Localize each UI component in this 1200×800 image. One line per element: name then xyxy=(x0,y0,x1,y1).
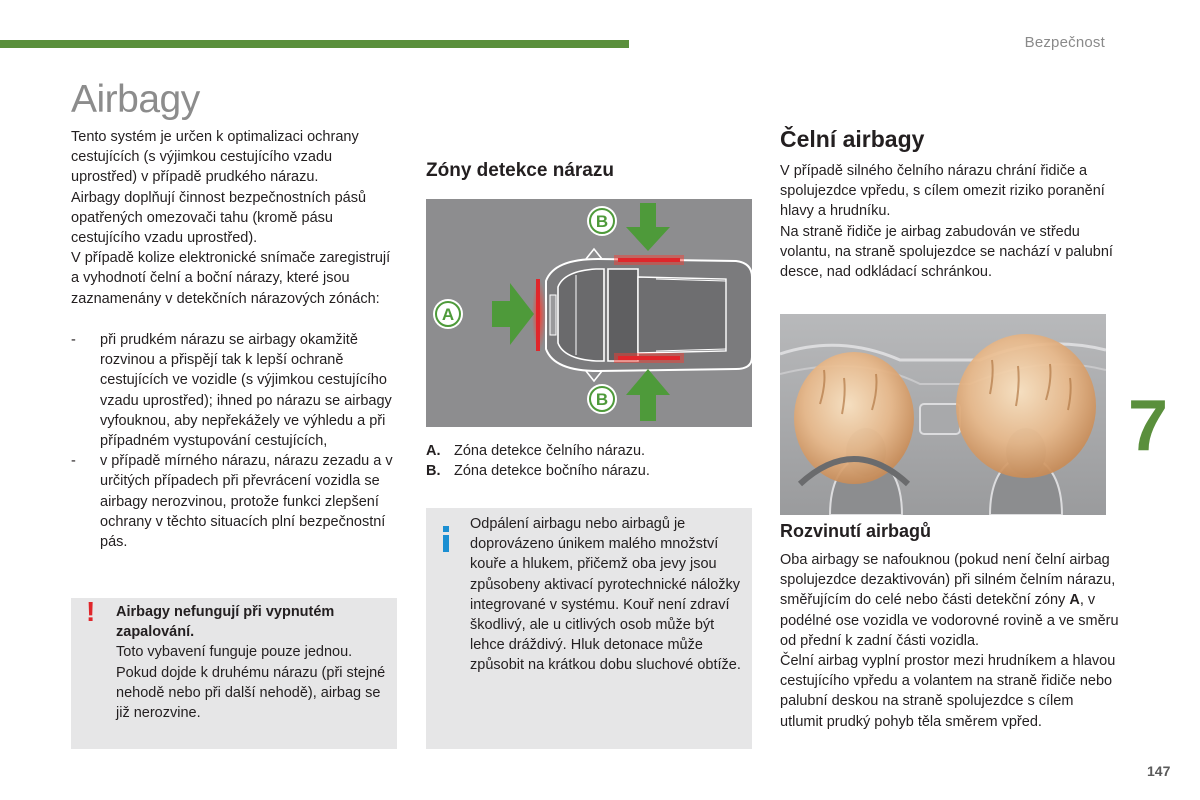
warning-icon: ! xyxy=(86,596,96,627)
legend-text: Zóna detekce bočního nárazu. xyxy=(454,463,650,480)
svg-text:B: B xyxy=(595,212,609,231)
front-airbags-paragraph: Na straně řidiče je airbag zabudován ve středu volantu, na straně spolujezdce se nachází v palubní desce, nad odkládací schránkou. xyxy=(780,223,1113,281)
detection-bullet-list xyxy=(71,330,401,552)
deployment-paragraph: Oba airbagy se nafouknou (pokud není čelní airbag spolujezdce dezaktivován) při silném čelním nárazu, směřujícím do celé nebo části detekční zóny A, v podélné ose vozidla ve vodorovné rovině a ve směru od přední k zadní části vozidla. xyxy=(780,552,1119,649)
front-airbags-paragraph: V případě silného čelního nárazu chrání řidiče a spolujezdce vpředu, s cílem omezit riziko poranění hlavy a hrudníku. xyxy=(780,163,1105,220)
front-airbags-heading: Čelní airbagy xyxy=(780,126,925,152)
header-accent-bar xyxy=(0,40,629,48)
bullet-text: při prudkém nárazu se airbagy okamžitě rozvinou a přispějí tak k lepší ochraně cestujících ve vozidle (s výjimkou cestujícího vzadu uprostřed); ihned po nárazu se airbagy vyfouknou, aby nepřekážely ve výhledu a při případném vystupování cestujících, xyxy=(100,332,392,450)
warning-body: Toto vybavení funguje pouze jednou. Pokud dojde k druhému nárazu (při stejné nehodě nebo při další nehodě), airbag se již nerozvine. xyxy=(116,644,386,722)
svg-text:B: B xyxy=(595,390,609,409)
deployment-paragraph: Čelní airbag vyplní prostor mezi hrudníkem a hlavou cestujícího vpředu a volantem na straně řidiče nebo palubní deskou na straně spolujezdce s cílem utlumit prudký pohyb těla směrem vpřed. xyxy=(780,653,1116,730)
bullet-item xyxy=(71,330,401,451)
intro-paragraph: Tento systém je určen k optimalizaci ochrany cestujících (s výjimkou cestujícího vzadu uprostřed) v případě prudkého nárazu. xyxy=(71,129,359,186)
bullet-item xyxy=(71,451,401,552)
zone-a-reference: A xyxy=(1069,592,1080,609)
page-title: Airbagy xyxy=(71,78,200,121)
zone-a-marker xyxy=(433,299,463,329)
section-name: Bezpečnost xyxy=(1024,34,1105,51)
intro-paragraph: V případě kolize elektronické snímače zaregistrují a vyhodnotí čelní a boční nárazy, které jsou zaznamenány v detekčních nárazových zónách: xyxy=(71,250,391,307)
front-airbags-text xyxy=(780,161,1120,282)
legend-item xyxy=(426,461,752,481)
zones-heading: Zóny detekce nárazu xyxy=(426,160,614,181)
info-box xyxy=(426,508,752,749)
intro-text xyxy=(71,127,401,309)
zone-b-top-marker xyxy=(587,206,617,236)
svg-text:A: A xyxy=(441,305,455,324)
zones-legend xyxy=(426,441,752,481)
legend-label: B. xyxy=(426,463,441,480)
front-impact-line xyxy=(536,279,540,351)
side-impact-line-top xyxy=(618,258,680,262)
intro-paragraph: Airbagy doplňují činnost bezpečnostních pásů opatřených omezovači tahu (kromě pásu cestujícího vzadu uprostřed). xyxy=(71,189,367,247)
impact-zones-diagram xyxy=(426,199,752,427)
zone-b-bottom-marker xyxy=(587,384,617,414)
page-number: 147 xyxy=(1147,763,1171,779)
info-text: Odpálení airbagu nebo airbagů je doprovázeno únikem malého množství kouře a hlukem, přičemž oba jevy jsou způsobeny aktivací pyrotechnické náložky integrované v systému. Kouř není zdraví škodlivý, ale u citlivých osob může být lehce dráždivý. Hluk detonace může způsobit na krátkou dobu sluchové obtíže. xyxy=(470,516,741,674)
legend-text: Zóna detekce čelního nárazu. xyxy=(454,443,646,459)
chapter-number: 7 xyxy=(1128,386,1169,466)
bullet-dash: - xyxy=(71,332,76,348)
driver-airbag xyxy=(794,352,914,484)
side-impact-line-bottom xyxy=(618,356,680,360)
warning-box xyxy=(71,598,397,749)
passenger-airbag xyxy=(956,334,1096,478)
bullet-text: v případě mírného nárazu, nárazu zezadu a v určitých případech při převrácení vozidla se airbagy nerozvinou, protože funkci zlepšení ochrany v těchto situacích plní bezpečnostní pás. xyxy=(100,453,393,551)
warning-title: Airbagy nefungují při vypnutém zapalování. xyxy=(116,604,335,641)
deployment-text xyxy=(780,550,1120,732)
info-icon xyxy=(440,526,452,554)
legend-item xyxy=(426,441,752,461)
bullet-dash: - xyxy=(71,453,76,470)
legend-label: A. xyxy=(426,443,441,459)
warning-text xyxy=(116,602,391,723)
deployed-airbags-image xyxy=(780,314,1106,515)
deployment-heading: Rozvinutí airbagů xyxy=(780,521,932,541)
